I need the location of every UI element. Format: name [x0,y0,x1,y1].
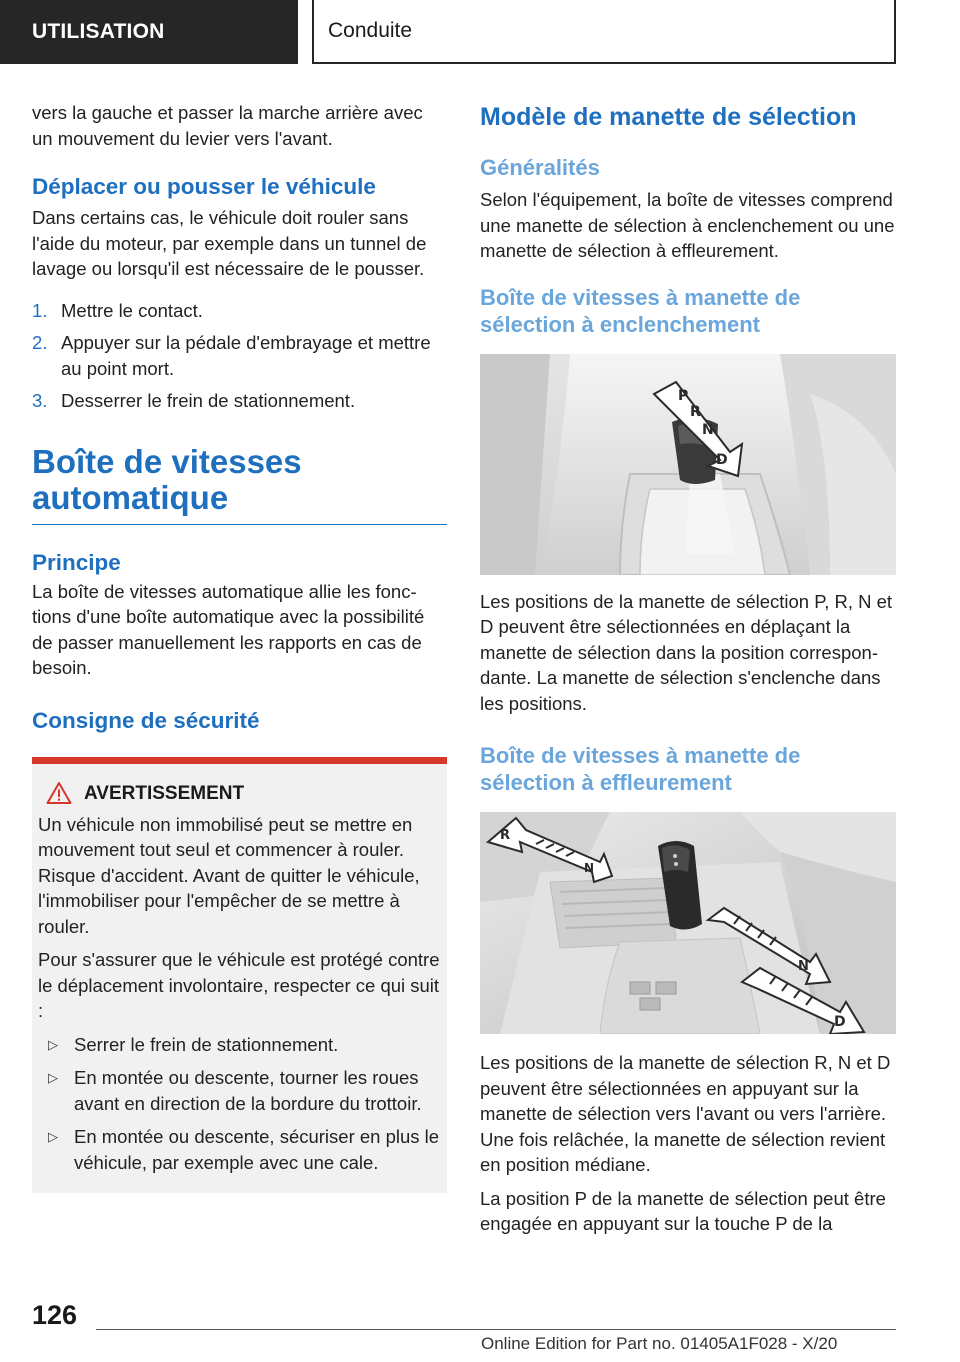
general-paragraph: Selon l'équipement, la boîte de vitesses comprend une manette de sélection à enclenchement ou une manette de sélection à effleurement. [480,189,895,261]
step-text: Desserrer le frein de stationnement. [61,390,356,411]
lock-heading: Boîte de vitesses à manette de sélection à enclenchement [480,284,801,337]
bullet-triangle-icon: ▷ [48,1129,58,1144]
warning-triangle-icon [46,781,72,805]
gear-label-n: N [702,421,714,438]
warning-box [32,757,447,1194]
gear-selector-lock-illustration [480,354,896,575]
footer-edition: Online Edition for Part no. 01405A1F028 - X/20 [481,1334,838,1353]
warning-paragraph-1: Un véhicule non immobilisé peut se mettre en mouvement tout seul et commencer à rouler. Risque d'accident. Avant de quitter le véhicule, l'immobiliser pour l'empêcher de se mettre à rouler. [38,813,420,937]
lock-paragraph: Les positions de la manette de sélection P, R, N et D peuvent être sélectionnées en déplaçant la manette de sélection dans la position correspondante. La manette de sélection s'enclenche dans les positions. [480,590,893,714]
touch-gear-label-r: R [500,828,511,843]
step-number: 2. [32,332,48,353]
gear-label-r: R [690,403,701,420]
gear-selector-lock-figure [480,354,896,575]
chapter-heading: Boîte de vitesses automatique [32,444,447,525]
principle-heading: Principe [32,549,121,575]
page-number: 126 [32,1300,78,1330]
steps-list [32,298,447,414]
left-column [32,100,447,1193]
touch-paragraph-2: La position P de la manette de sélection peut être engagée en appuyant sur la touche P de la [480,1187,886,1234]
gear-selector-touch-illustration [480,812,896,1034]
push-paragraph: Dans certains cas, le véhicule doit rouler sans l'aide du moteur, par exemple dans un tunnel de lavage ou lorsqu'il est nécessaire de le pousser. [32,207,427,279]
step-text: Appuyer sur la pédale d'embrayage et mettre au point mort. [61,332,431,379]
bullet-item [38,1032,441,1058]
principle-paragraph: La boîte de vitesses automatique allie les fonctions d'une boîte automatique avec la possibilité de passer manuellement les rapports en cas de besoin. [32,580,425,678]
warning-bullets [38,1032,441,1176]
step-item [32,388,447,414]
touch-gear-label-d: D [834,1014,846,1030]
model-heading: Modèle de manette de sélection [480,103,857,131]
safety-heading: Consigne de sécurité [32,707,260,733]
page-header [0,0,960,66]
touch-gear-label-n: N [798,959,809,974]
touch-gear-label-n-top: N [584,861,595,875]
warning-paragraph-2: Pour s'assurer que le véhicule est protégé contre le déplacement involontaire, respecter ce qui suit : [38,949,440,1021]
bullet-item [38,1065,441,1116]
bullet-triangle-icon: ▷ [48,1070,58,1085]
right-column [480,102,896,1237]
section-tab: UTILISATION [0,0,298,64]
touch-heading: Boîte de vitesses à manette de sélection à effleurement [480,743,801,795]
intro-paragraph: vers la gauche et passer la marche arrière avec un mouvement du levier vers l'avant. [32,102,423,149]
warning-title [38,782,441,806]
step-text: Mettre le contact. [61,299,203,321]
push-heading: Déplacer ou pousser le véhicule [32,174,376,199]
step-number: 3. [32,390,48,411]
warning-label: AVERTISSEMENT [84,782,245,804]
bullet-triangle-icon: ▷ [48,1036,58,1052]
footer-divider [96,1329,896,1330]
general-heading: Généralités [480,155,600,180]
gear-label-p: P [678,387,689,404]
chapter-tab: Conduite [312,0,896,64]
step-item [32,330,447,381]
bullet-item [38,1124,441,1175]
gear-label-d: D [716,451,728,468]
step-number: 1. [32,299,48,321]
bullet-text: Serrer le frein de stationnement. [74,1033,339,1055]
step-item [32,298,447,324]
bullet-text: En montée ou descente, sécuriser en plus le véhicule, par exemple avec une cale. [74,1126,440,1173]
touch-paragraph-1: Les positions de la manette de sélection R, N et D peuvent être sélectionnées en appuyant sur la manette de sélection vers l'avant ou vers l'arrière. Une fois relâchée, la manette de sélection revient en position médiane. [480,1052,891,1175]
bullet-text: En montée ou descente, tourner les roues avant en direction de la bordure du trottoir. [74,1067,422,1114]
gear-selector-touch-figure [480,812,896,1034]
